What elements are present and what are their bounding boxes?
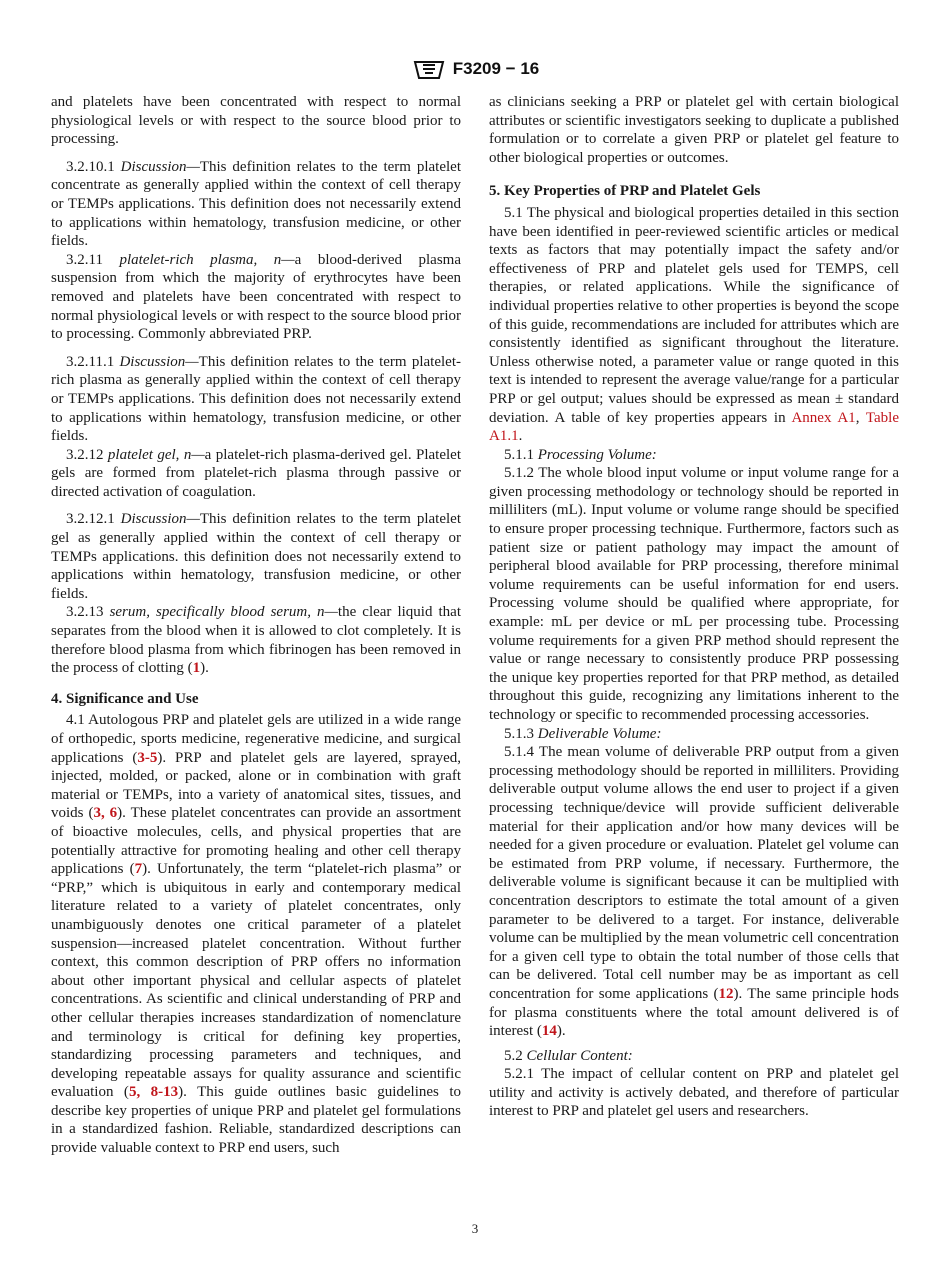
page-number: 3: [471, 1221, 479, 1236]
discussion-3-2-12-1: 3.2.12.1 Discussion—This definition relates to the term platelet gel as generally applied within the context of cell therapy or TEMPs applications. this definition does not necessarily extend to applications within hematology, transfusion medicine, or other fields.: [51, 511, 461, 602]
paragraph: as clinicians seeking a PRP or platelet gel with certain biological attributes or scientific investigators seeking to duplicate a published formulation or to correlate a given PRP or platelet gel feature to other biological properties or outcomes.: [489, 94, 899, 166]
definition-platelet-rich-plasma: 3.2.11 platelet-rich plasma, n—a blood-derived plasma suspension from which the majority of erythrocytes have been removed and platelets have been concentrated with respect to normal physiological levels or with respect to the source blood prior to processing. Commonly abbreviated PRP.: [51, 251, 461, 343]
section-heading-5: 5. Key Properties of PRP and Platelet Gels: [489, 183, 761, 200]
paragraph: and platelets have been concentrated with respect to normal physiological levels or with respect to the source blood prior to processing.: [51, 94, 461, 148]
paragraph-5-2-1: 5.2.1 The impact of cellular content on PRP and platelet gel utility and activity is actively debated, and therefore of particular interest to PRP and platelet gel users and researchers.: [489, 1066, 899, 1120]
section-heading-4: 4. Significance and Use: [51, 690, 199, 707]
table-link[interactable]: Table A1.1: [489, 409, 899, 445]
reference-link[interactable]: 3-5: [137, 749, 158, 766]
definition-serum: 3.2.13 serum, specifically blood serum, n—the clear liquid that separates from the blood when it is allowed to clot completely. It is therefore blood plasma from which fibrinogen has been removed in the process of clotting (1).: [51, 604, 462, 677]
definition-platelet-gel: 3.2.12 platelet gel, n—a platelet-rich plasma-derived gel. Platelet gels are formed from platelet-rich plasma through passive or directed activation of coagulation.: [51, 446, 461, 500]
left-column: [51, 93, 461, 1158]
discussion-3-2-10-1: 3.2.10.1 Discussion—This definition relates to the term platelet concentrate as generally applied within the context of cell therapy or TEMPs applications. This definition does not necessarily extend to applications within hematology, transfusion medicine, or other fields.: [51, 158, 461, 250]
subheading-5-1-1: 5.1.1 Processing Volume:: [504, 446, 657, 463]
reference-link[interactable]: 14: [541, 1023, 557, 1040]
reference-link[interactable]: 5, 8-13: [128, 1084, 179, 1101]
paragraph-5-1-4: 5.1.4 The mean volume of deliverable PRP output from a given processing methodology should be reported in milliliters. Providing deliverable output volume allows the end user to project if a given processing technique/device will provide sufficient deliverable material for their application and/or how many devices will be needed for a given procedure or evaluation. Platelet gel volume can be estimated from PRP volume, if necessary. Furthermore, the deliverable volume is significant because it can be multiplied with concentration descriptors to estimate the total amount of a given parameter to be delivered to a target. For instance, deliverable volume can be multiplied by the mean volumetric cell concentration for a given cell type to obtain the total number of those cells that can be delivered. Total cell number may be as important as cell concentration for some applications (12). The same principle hods for plasma constituents where the total amount delivered is of interest (14).: [489, 744, 899, 1040]
paragraph-5-1-2: 5.1.2 The whole blood input volume or input volume range for a given processing methodology or technology should be reported in milliliters (mL). Input volume or volume range should be specified to ensure proper processing technique. Furthermore, factors such as patient size or patient pathology may impact the amount of peripheral blood available for PRP processing, therefore minimal volume requirements can be useful information for end users. Processing volume should be qualified where appropriate, for example: mL per device or mL per processing tube. Processing volume requirements for a given PRP method should represent the value or range necessary to consistently produce PRP possessing the unique key properties reported for that PRP method, as detailed throughout this guide, recognizing any limitations inherent to the technology or specific to recommended processing accessories.: [489, 465, 899, 723]
astm-logo-icon: [411, 56, 447, 82]
discussion-3-2-11-1: 3.2.11.1 Discussion—This definition relates to the term platelet-rich plasma as generally applied within the context of cell therapy or TEMPs applications. This definition does not necessarily extend to applications within hematology, transfusion medicine, or other fields.: [51, 353, 461, 445]
right-column: [489, 93, 899, 1121]
reference-link[interactable]: 7: [134, 861, 143, 878]
paragraph-4-1: 4.1 Autologous PRP and platelet gels are utilized in a wide range of orthopedic, sports medicine, regenerative medicine, and surgical applications (3-5). PRP and platelet gels are layered, sprayed, injected, molded, or packed, alone or in combination with graft material or TEMPs, into a variety of anatomical sites, tissues, and voids (3, 6). These platelet concentrates can provide an assortment of bioactive molecules, cells, and physical properties that are potentially attractive for promoting healing and other cell therapy applications (7). Unfortunately, the term “platelet-rich plasma” or “PRP,” which is ubiquitous in early and contemporary medical literature related to a variety of platelet concentrates, only unambiguously denotes one critical parameter of a platelet suspension—increased platelet concentration. Without further context, this common description of PRP offers no information about other important physical and cellular aspects of platelet concentrations. As scientific and clinical understanding of PRP and other cellular therapies increases standardization of nomenclature and terminology is critical for defining key properties, standardizing processing parameters and techniques, and developing repeatable assays for quality assurance and scientific evaluation (5, 8-13). This guide outlines basic guidelines to describe key properties of unique PRP and platelet gel formulations in a standardized fashion. Reliable, standardized descriptions can provide valuable context to PRP end users, such: [51, 712, 462, 1157]
reference-link[interactable]: 1: [192, 660, 201, 677]
subheading-5-1-3: 5.1.3 Deliverable Volume:: [504, 725, 662, 742]
annex-link[interactable]: Annex A1: [791, 409, 856, 426]
reference-link[interactable]: 12: [718, 985, 734, 1002]
reference-link[interactable]: 3, 6: [93, 805, 118, 822]
document-id: F3209 − 16: [452, 59, 540, 78]
paragraph-5-1: 5.1 The physical and biological properties detailed in this section have been identified in peer-reviewed scientific articles or medical texts as factors that may potentially impact the safety and/or effectiveness of PRP and platelet gels used for TEMPS, cell therapies, or related applications. While the significance of individual properties relative to other properties is beyond the scope of this guide, recommendations are included for attributes which are consistently identified as significant throughout the literature. Unless otherwise noted, a parameter value or range quoted in this text is intended to represent the average value/range for a particular PRP or gel output; values should be expressed as mean ± standard deviation. A table of key properties appears in Annex A1, Table A1.1.: [489, 204, 899, 445]
subheading-5-2: 5.2 Cellular Content:: [504, 1047, 633, 1064]
page-header: [0, 56, 950, 84]
